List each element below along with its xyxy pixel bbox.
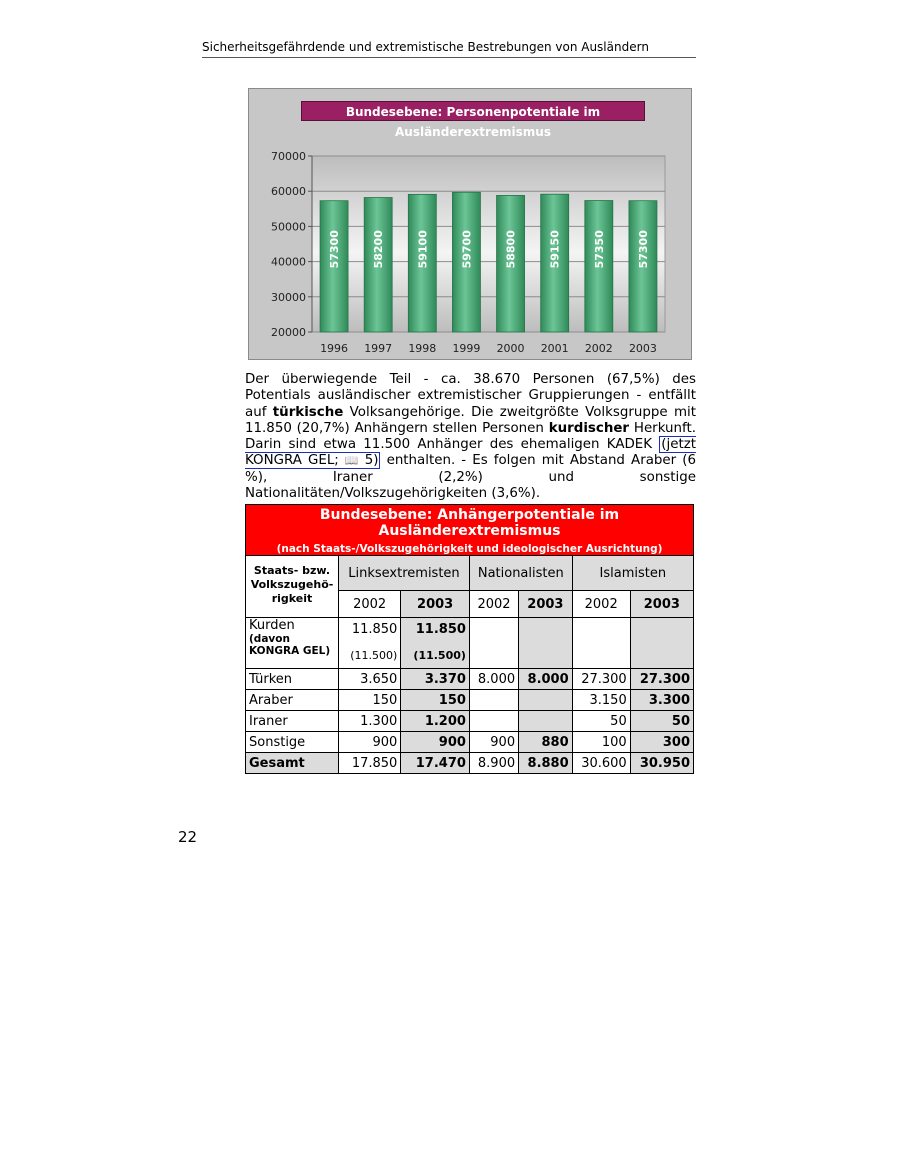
y-tick-label: 30000 xyxy=(271,290,306,304)
table-cell xyxy=(401,618,470,669)
table-cell xyxy=(339,618,401,669)
body-paragraph xyxy=(245,372,696,502)
row-label: Iraner xyxy=(246,711,339,732)
x-tick-label: 1997 xyxy=(364,342,393,355)
table-cell: 17.850 xyxy=(339,753,401,774)
para-text-1: Der überwiegende Teil - ca. 38.670 Personen (67,5%) des Potentials ausländischer extremistischer Gruppierungen - entfällt auf xyxy=(245,372,696,420)
table-cell: 8.900 xyxy=(469,753,518,774)
kurden-sub-label: (davon KONGRA GEL) xyxy=(249,633,331,657)
bar-value-label: 58200 xyxy=(372,230,386,269)
year-header: 2003 xyxy=(519,591,573,618)
table-cell: 8.000 xyxy=(519,669,573,690)
table-cell: 50 xyxy=(630,711,693,732)
table-title: Bundesebene: Anhängerpotentiale im Ausländerextremismus xyxy=(319,507,620,539)
group-header: Nationalisten xyxy=(469,556,572,591)
table-cell: 880 xyxy=(519,732,573,753)
x-tick-label: 1999 xyxy=(452,342,481,355)
para-bold-1: türkische xyxy=(272,404,344,420)
year-header: 2002 xyxy=(572,591,630,618)
page-number: 22 xyxy=(178,828,198,846)
bar-chart xyxy=(248,88,692,360)
table-cell: 300 xyxy=(630,732,693,753)
table-cell: 900 xyxy=(469,732,518,753)
bar-value-label: 58800 xyxy=(504,230,518,269)
ref-number: 5) xyxy=(358,453,379,469)
table-cell: 150 xyxy=(339,690,401,711)
table-cell: 27.300 xyxy=(572,669,630,690)
table-cell: 900 xyxy=(401,732,470,753)
table-cell: 3.650 xyxy=(339,669,401,690)
table-cell: 1.300 xyxy=(339,711,401,732)
table-cell: 900 xyxy=(339,732,401,753)
table-cell: 150 xyxy=(401,690,470,711)
para-text-4: enthalten. - Es folgen mit Abstand Araber (6 %), Iraner (2,2%) und sonstige Nationalitäten/Volkszugehörigkeiten (3,6%). xyxy=(245,453,696,502)
x-tick-label: 2002 xyxy=(584,342,613,355)
table-subtitle: (nach Staats-/Volkszugehörigkeit und ideologischer Ausrichtung) xyxy=(276,543,663,555)
kongra-2002: (11.500) xyxy=(350,649,398,662)
bar-value-label: 57350 xyxy=(592,230,606,269)
kurden-2003: 11.850 xyxy=(415,622,466,637)
table-row xyxy=(246,690,694,711)
row-label: Sonstige xyxy=(246,732,339,753)
table-row xyxy=(246,732,694,753)
table-cell: 30.950 xyxy=(630,753,693,774)
y-tick-label: 40000 xyxy=(271,255,306,269)
year-header: 2003 xyxy=(630,591,693,618)
y-tick-label: 70000 xyxy=(271,150,306,163)
x-tick-label: 2000 xyxy=(496,342,525,355)
x-tick-label: 2001 xyxy=(540,342,569,355)
bar-value-label: 57300 xyxy=(328,230,342,269)
kongra-2003: (11.500) xyxy=(413,649,466,662)
year-header: 2002 xyxy=(469,591,518,618)
para-text-2: Volksangehörige. Die zweitgrößte Volksgruppe mit 11.850 (20,7%) Anhängern stellen Personen xyxy=(245,404,696,436)
y-tick-label: 20000 xyxy=(271,326,306,339)
bar-value-label: 59100 xyxy=(416,230,430,269)
y-tick-label: 60000 xyxy=(271,185,306,199)
table-cell xyxy=(469,690,518,711)
table-cell: 3.150 xyxy=(572,690,630,711)
bar-value-label: 59150 xyxy=(548,230,562,269)
table-cell: 50 xyxy=(572,711,630,732)
group-header: Linksextremisten xyxy=(339,556,470,591)
para-bold-2: kurdischer xyxy=(548,420,630,436)
table-row xyxy=(246,618,694,669)
para-text-3: Herkunft. Darin sind etwa 11.500 Anhänger des ehemaligen KADEK xyxy=(245,420,696,453)
x-tick-label: 2003 xyxy=(628,342,657,355)
table-cell xyxy=(572,618,630,669)
supporters-table xyxy=(245,504,694,774)
table-cell: 3.370 xyxy=(401,669,470,690)
corner-header: Staats- bzw. Volkszugehö-rigkeit xyxy=(246,556,339,618)
table-cell xyxy=(469,711,518,732)
x-tick-label: 1996 xyxy=(320,342,349,355)
row-label: Türken xyxy=(246,669,339,690)
table-cell: 3.300 xyxy=(630,690,693,711)
kurden-label: Kurden xyxy=(249,618,295,633)
table-cell xyxy=(469,618,518,669)
table-row xyxy=(246,669,694,690)
row-label: Gesamt xyxy=(246,753,339,774)
year-header: 2003 xyxy=(401,591,470,618)
table-cell xyxy=(519,690,573,711)
bar-value-label: 57300 xyxy=(636,230,650,269)
table-cell: 17.470 xyxy=(401,753,470,774)
x-tick-label: 1998 xyxy=(408,342,437,355)
y-tick-label: 50000 xyxy=(271,220,306,234)
ref-text: (jetzt KONGRA GEL; xyxy=(245,437,696,469)
kurden-2002: 11.850 xyxy=(351,622,398,637)
row-label: Araber xyxy=(246,690,339,711)
total-row xyxy=(246,753,694,774)
table-cell: 30.600 xyxy=(572,753,630,774)
table-cell xyxy=(519,618,573,669)
table-cell: 27.300 xyxy=(630,669,693,690)
table-row xyxy=(246,711,694,732)
book-icon: 📖 xyxy=(344,454,359,468)
year-header: 2002 xyxy=(339,591,401,618)
table-cell: 1.200 xyxy=(401,711,470,732)
row-label xyxy=(246,618,339,669)
chart-title: Bundesebene: Personenpotentiale im Ausländerextremismus xyxy=(301,101,645,121)
table-cell: 8.880 xyxy=(519,753,573,774)
table-cell xyxy=(519,711,573,732)
table-header xyxy=(246,505,694,556)
group-header: Islamisten xyxy=(572,556,693,591)
table-cell: 100 xyxy=(572,732,630,753)
table-cell: 8.000 xyxy=(469,669,518,690)
running-header: Sicherheitsgefährdende und extremistische Bestrebungen von Ausländern xyxy=(202,40,696,58)
bar-value-label: 59700 xyxy=(460,230,474,269)
table-cell xyxy=(630,618,693,669)
